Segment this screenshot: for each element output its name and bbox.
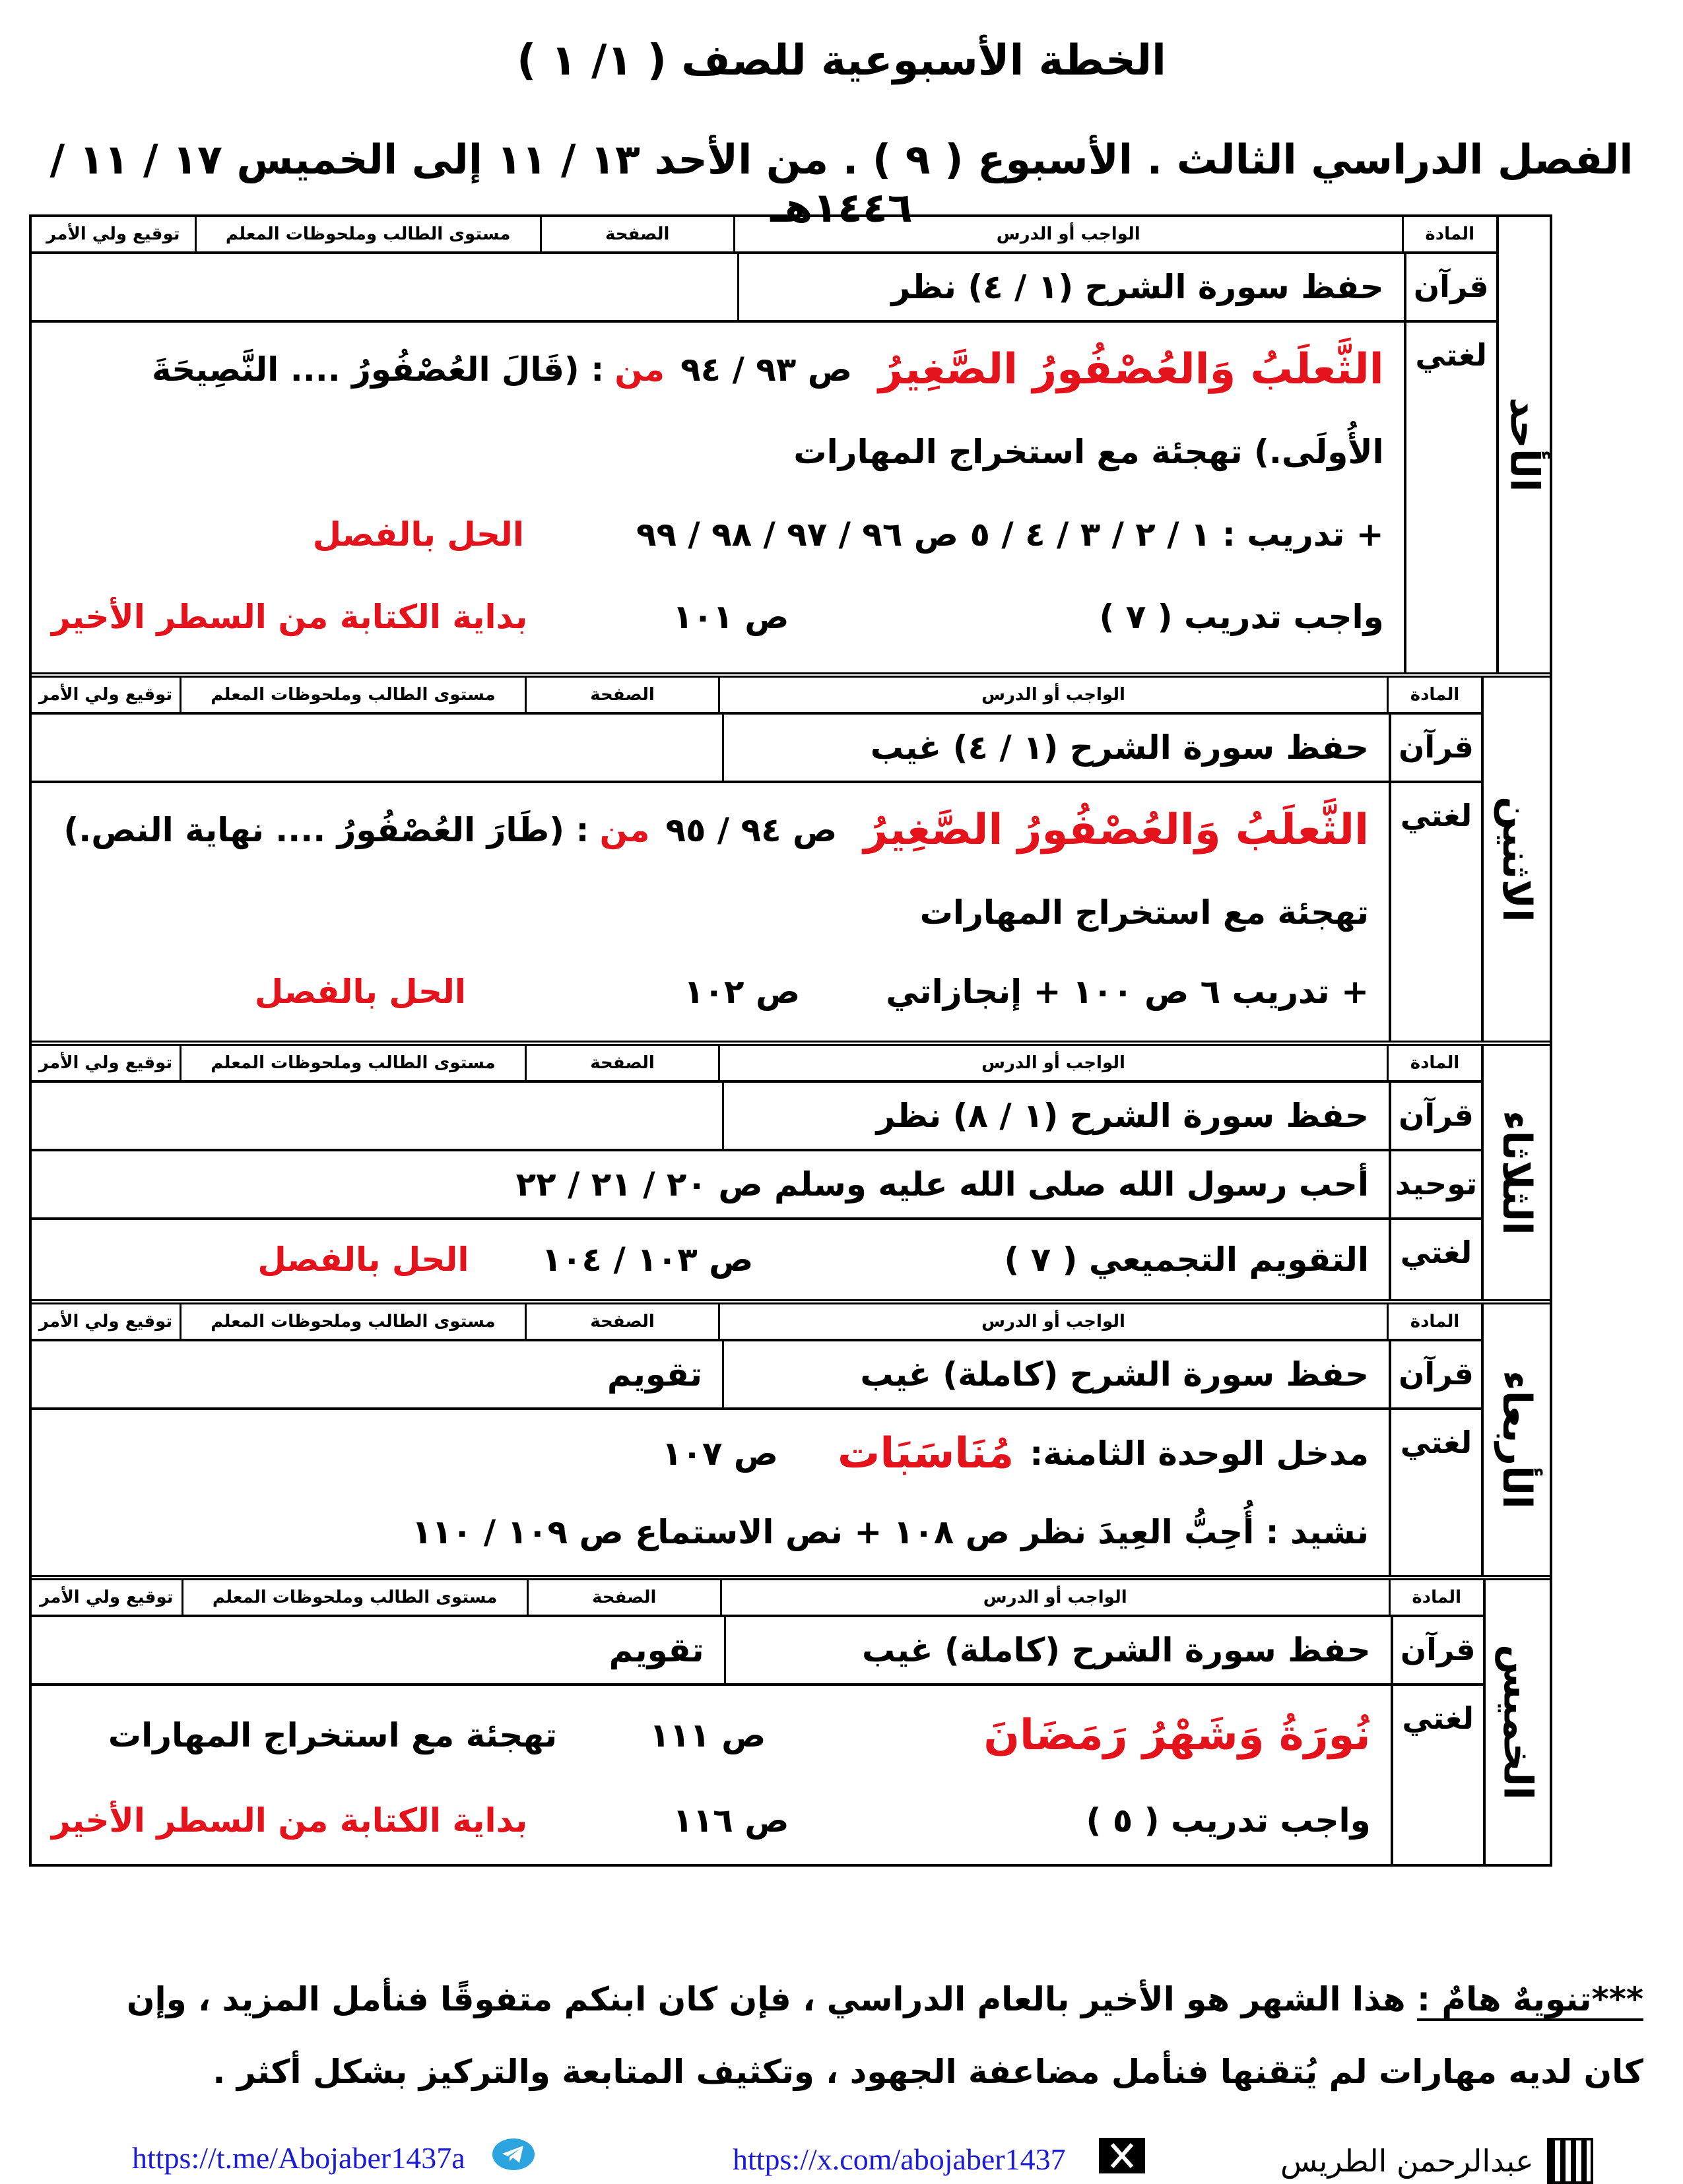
table-row: قرآن حفظ سورة الشرح (١ / ٤) نظر [32, 254, 1496, 323]
day-sunday [32, 217, 1550, 678]
table-row: قرآن حفظ سورة الشرح (١ / ٨) نظر [32, 1083, 1481, 1151]
table-row: لغتي الثَّعلَبُ وَالعُصْفُورُ الصَّغِيرُ ص ٩٤ / ٩٥ من : (طَارَ العُصْفُورُ .... نهاية النص.) تهجئة مع استخراج المهارات + تدريب ٦ ص ١٠٠ + إنجازاتي ص ١٠٢ الحل بالفصل [32, 783, 1481, 1041]
telegram-link[interactable]: https://t.me/Abojaber1437a [132, 2141, 465, 2175]
page-title: الخطة الأسبوعية للصف ( ١/ ١ ) [517, 36, 1166, 85]
table-row: لغتي نُورَةُ وَشَهْرُ رَمَضَانَ ص ١١١ تهجئة مع استخراج المهارات واجب تدريب ( ٥ ) ص ١١٦ بداية الكتابة من السطر الأخير [32, 1686, 1483, 1864]
day-thursday [32, 1580, 1550, 1864]
day-name: الأحد [1501, 397, 1548, 492]
page-subtitle: الفصل الدراسي الثالث . الأسبوع ( ٩ ) . من الأحد ١٣ / ١١ إلى الخميس ١٧ / ١١ / ١٤٤٦هـ [50, 135, 1634, 232]
table-row: قرآن حفظ سورة الشرح (كاملة) غيب تقويم [32, 1617, 1483, 1686]
telegram-icon [492, 2138, 535, 2178]
table-header: المادة الواجب أو الدرس الصفحة مستوى الطالب وملحوظات المعلم توقيع ولي الأمر [32, 1304, 1481, 1341]
x-link[interactable]: https://x.com/abojaber1437 [733, 2142, 1066, 2176]
day-name: الثلاثاء [1494, 1110, 1540, 1235]
day-name: الأربعاء [1494, 1370, 1540, 1509]
table-header: المادة الواجب أو الدرس الصفحة مستوى الطالب وملحوظات المعلم توقيع ولي الأمر [32, 678, 1481, 715]
table-row: لغتي مدخل الوحدة الثامنة: مُنَاسَبَات ص ١٠٧ نشيد : أُحِبُّ العِيدَ نظر ص ١٠٨ + نص الاستماع ص ١٠٩ / ١١٠ [32, 1410, 1481, 1575]
weekly-plan-table [29, 214, 1552, 1867]
table-row: قرآن حفظ سورة الشرح (كاملة) غيب تقويم [32, 1341, 1481, 1410]
note-heading: ***تنويهٌ هامٌ : [1417, 1980, 1643, 2021]
table-row: لغتي التقويم التجميعي ( ٧ ) ص ١٠٣ / ١٠٤ الحل بالفصل [32, 1220, 1481, 1299]
table-header: المادة الواجب أو الدرس الصفحة مستوى الطالب وملحوظات المعلم توقيع ولي الأمر [32, 1046, 1481, 1083]
day-wednesday [32, 1304, 1550, 1580]
day-tuesday [32, 1046, 1550, 1304]
day-name: الاثنين [1494, 796, 1540, 922]
table-row: لغتي الثَّعلَبُ وَالعُصْفُورُ الصَّغِيرُ ص ٩٣ / ٩٤ من : (قَالَ العُصْفُورُ .... النَّصِيحَةَ الأُولَى.) تهجئة مع استخراج المهارات + تدريب : ١ / ٢ / ٣ / ٤ / ٥ ص ٩٦ / ٩٧ / ٩٨ / ٩٩ الحل بالفصل واجب تدريب ( ٧ ) ص ١٠١ بداية الكتابة من السطر الأخير [32, 323, 1496, 672]
table-row: قرآن حفظ سورة الشرح (١ / ٤) غيب [32, 715, 1481, 783]
table-row: توحيد أحب رسول الله صلى الله عليه وسلم ص ٢٠ / ٢١ / ٢٢ [32, 1151, 1481, 1220]
x-logo-icon [1099, 2138, 1145, 2181]
author-name: عبدالرحمن الطريس [1280, 2143, 1534, 2179]
important-note [59, 1963, 1643, 2108]
day-monday [32, 678, 1550, 1046]
note-text: هذا الشهر هو الأخير بالعام الدراسي ، فإن كان ابنكم متفوقًا فنأمل المزيد ، وإن كان لديه مهارات لم يُتقنها فنأمل مضاعفة الجهود ، وتكثيف المتابعة والتركيز بشكل أكثر . [126, 1980, 1643, 2091]
footer [0, 2138, 1683, 2177]
table-header: المادة الواجب أو الدرس الصفحة مستوى الطالب وملحوظات المعلم توقيع ولي الأمر [32, 1580, 1483, 1617]
day-name: الخميس [1494, 1644, 1541, 1800]
table-header: المادة الواجب أو الدرس الصفحة مستوى الطالب وملحوظات المعلم توقيع ولي الأمر [32, 217, 1496, 254]
